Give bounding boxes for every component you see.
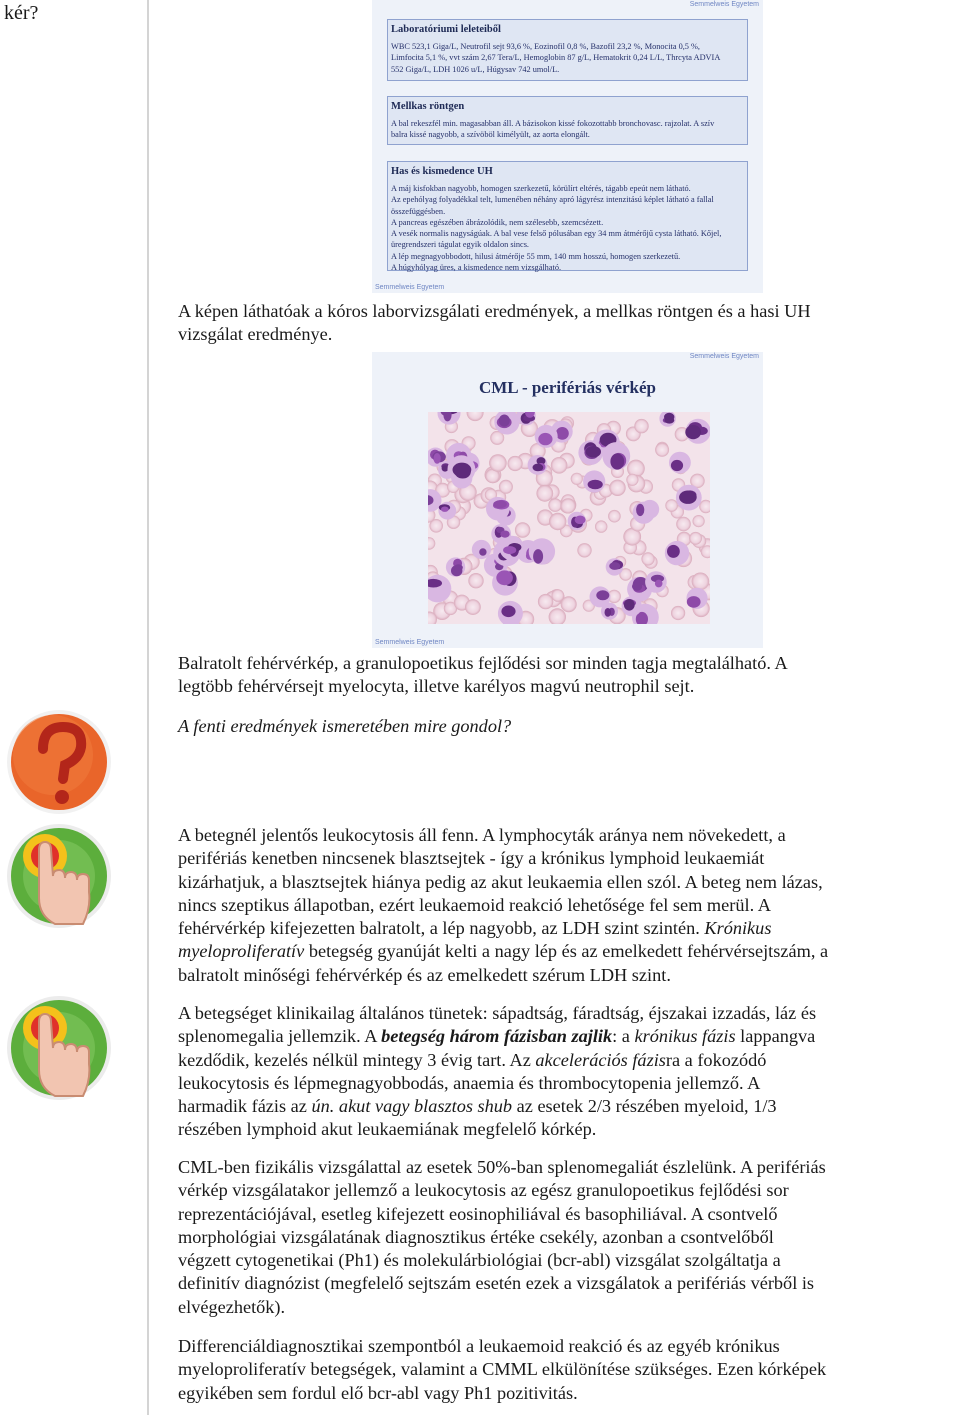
white-blood-cell [665, 541, 689, 565]
text-run: betegség három fázisban zajlik [381, 1026, 613, 1047]
paragraph-line [178, 1226, 958, 1249]
paragraph-line [178, 1179, 958, 1202]
red-blood-cell [609, 480, 625, 496]
text-run: myeloproliferatív betegségek, valamint a CMML elkülönítése szükséges. Ezen kórképek [178, 1359, 827, 1380]
question-mark-icon [3, 707, 115, 817]
text-run: egyikében sem fordul elő bcr-abl vagy Ph1 pozitivitás. [178, 1382, 578, 1403]
paragraph-line [178, 1156, 958, 1179]
text-run: részében lymphoid akut leukaemiának megfelelő kórkép. [178, 1119, 597, 1140]
white-blood-cell [590, 586, 611, 607]
caption-line: vizsgálat eredménye. [178, 324, 333, 345]
pointing-hand-button-icon [3, 992, 115, 1104]
red-blood-cell [676, 517, 691, 532]
paragraph-line [178, 847, 958, 870]
paragraph-line [178, 1296, 958, 1319]
red-blood-cell [552, 589, 565, 602]
red-blood-cell [665, 499, 678, 512]
white-blood-cell [669, 452, 691, 474]
red-blood-cell [571, 473, 583, 485]
chest-line: A bal rekeszfél min. magasabban áll. A bázisokon kissé fokozottabb bronchovasc. rajzolat. A szív [391, 119, 715, 128]
white-blood-cell [492, 570, 518, 596]
red-blood-cell [538, 594, 553, 609]
text-run: az esetek 2/3 részében myeloid, 1/3 [512, 1096, 777, 1117]
red-blood-cell [468, 573, 483, 588]
lab-results-slide [372, 0, 763, 293]
text-run: végzett cytogenetikai (Ph1) és molekulárbiológiai (bcr-abl) vizsgálat szolgáltatja a [178, 1250, 781, 1271]
paragraph-line [178, 1072, 958, 1095]
us-line: A húgyhólyag üres, a kismedence nem vizsgálható. [391, 263, 562, 273]
red-blood-cell [577, 543, 591, 557]
paragraph-line [178, 1025, 958, 1048]
paragraph-line [178, 824, 958, 847]
red-blood-cell [489, 454, 507, 472]
text-run: harmadik fázis az [178, 1096, 312, 1117]
red-blood-cell [536, 485, 553, 502]
text-run: balratolt minőségi fehérvérkép és az emelkedett szérum LDH szint. [178, 964, 671, 985]
text-run: definitív diagnózist (megfelelő sejtszám esetén ezek a vizsgálatok a perifériás vérből is [178, 1273, 815, 1294]
paragraph-line [178, 1272, 958, 1295]
slide-footer: Semmelweis Egyetem [375, 284, 445, 291]
paragraph-line [178, 964, 958, 987]
abdomen-us-box [387, 161, 748, 271]
paragraph-line [178, 1203, 958, 1226]
caption-line: A képen láthatóak a kóros laborvizsgálati eredmények, a mellkas röntgen és a hasi UH [178, 301, 811, 321]
red-blood-cell [671, 606, 685, 620]
white-blood-cell [448, 455, 476, 483]
red-blood-cell [549, 513, 566, 530]
us-line: összefüggésben. [391, 206, 446, 216]
text-run: Differenciáldiagnosztikai szempontból a leukaemoid reakció és az egyéb krónikus [178, 1336, 780, 1356]
white-blood-cell [622, 596, 642, 616]
text-run: leukocytosis és lépmegnagyobbodás, anaemia és thrombocytopenia jellemző. A [178, 1072, 761, 1093]
us-line: A pancreas egészében ábrázolódik, nem szélesebb, szemcsézett. [391, 217, 604, 227]
paragraph-line [178, 871, 958, 894]
red-blood-cell [508, 456, 523, 471]
red-blood-cell [641, 552, 654, 565]
text-run: krónikus fázis [634, 1026, 736, 1047]
paragraph-line [178, 894, 958, 917]
red-blood-cell [548, 498, 562, 512]
text-run: morphológiai vizsgálatának diagnosztikus értéke csekély, azonban a csontvelőből [178, 1226, 774, 1247]
cml-smear-slide [372, 352, 763, 648]
paragraph-line [178, 1118, 958, 1141]
white-blood-cell [686, 588, 707, 609]
caption-line: Balratolt fehérvérkép, a granulopoetikus fejlődési sor minden tagja megtalálható. A [178, 653, 788, 673]
text-run: : a [612, 1026, 635, 1047]
slide-brand: Semmelweis Egyetem [689, 1, 759, 8]
white-blood-cell [676, 485, 702, 511]
answer-paragraph [178, 1335, 958, 1405]
top-word: kér? [4, 2, 39, 24]
chest-xray-text [391, 118, 744, 141]
caption-smear [178, 652, 958, 699]
paragraph-line [178, 1049, 958, 1072]
blood-smear-micrograph [428, 412, 710, 624]
lab-line: Limfocita 5,1 %, vvt szám 2,67 Tera/L, Hemoglobin 87 g/L, Hematokrit 0,24 L/L, Thrcyta ADVIA [391, 53, 721, 63]
paragraph-line [178, 1382, 958, 1405]
red-blood-cell [626, 474, 638, 486]
text-run: elvégezhetők). [178, 1296, 286, 1317]
red-blood-cell [515, 522, 530, 537]
slide-footer: Semmelweis Egyetem [375, 639, 445, 646]
text-run: kezdődik, kezelés nélkül mintegy 3 évig tart. Az [178, 1049, 536, 1070]
slide-title: CML - perifériás vérkép [478, 378, 657, 397]
paragraph-line [178, 940, 958, 963]
question-text: A fenti eredmények ismeretében mire gondol? [178, 716, 512, 736]
chest-line: balra kissé nagyobb, a szívöböl kimélyült, az aorta elongált. [391, 130, 590, 140]
white-blood-cell [486, 497, 510, 521]
text-run: ún. akut vagy blasztos shub [311, 1096, 513, 1117]
lab-findings-title: Laboratóriumi leleteiből [391, 24, 501, 35]
red-blood-cell [692, 573, 710, 591]
paragraph-line [178, 1335, 958, 1358]
white-blood-cell [568, 512, 586, 530]
paragraph-line [178, 917, 958, 940]
answer-paragraph [178, 1156, 958, 1319]
us-line: üregrendszeri tágulat egyik oldalon sincs. [391, 240, 530, 250]
text-run: CML-ben fizikális vizsgálattal az esetek 50%-ban splenomegaliát észlelünk. A perifériás [178, 1157, 826, 1177]
white-blood-cell [472, 540, 491, 559]
answer-paragraph [178, 1002, 958, 1142]
red-blood-cell [608, 510, 621, 523]
red-blood-cell [561, 498, 576, 513]
left-divider [147, 0, 149, 1415]
lab-findings-box [387, 19, 748, 81]
white-blood-cell [606, 558, 623, 575]
red-blood-cell [551, 457, 568, 474]
red-blood-cell [634, 419, 648, 433]
text-run: myeloproliferatív [178, 941, 305, 962]
white-blood-cell [438, 502, 456, 520]
paragraph-line [178, 1358, 958, 1381]
text-run: ra a fokozódó [665, 1049, 767, 1070]
white-blood-cell [645, 571, 667, 593]
us-line: A lép megnagyobbodott, hilusi átmérője 55 mm, 140 mm hosszú, homogen szerkezetű. [391, 251, 681, 261]
lab-findings-text [391, 41, 744, 75]
text-run: A betegnél jelentős leukocytosis áll fenn. A lymphocyták aránya nem növekedett, a [178, 825, 786, 845]
white-blood-cell [583, 470, 605, 492]
us-line: Az epehólyag folyadékkal telt, lumenében néhány apró lágyrész intenzitású képlet látható a fallal [391, 195, 714, 205]
answer-paragraph [178, 824, 958, 987]
paragraph-line [178, 1095, 958, 1118]
caption-lab [178, 300, 958, 347]
white-blood-cell [535, 425, 558, 448]
text-run: lappangva [735, 1026, 816, 1047]
abdomen-us-title: Has és kismedence UH [391, 166, 493, 177]
red-blood-cell [693, 515, 705, 527]
text-run: akcelerációs fázis [535, 1049, 666, 1070]
white-blood-cell [529, 538, 555, 564]
red-blood-cell [689, 532, 702, 545]
white-blood-cell [446, 557, 465, 576]
lab-line: WBC 523,1 Giga/L, Neutrofil sejt 93,6 %, Eozinofil 0,8 %, Bazofil 23,2 %, Monocita 0,5 %, [391, 42, 701, 51]
chest-xray-box [387, 96, 748, 145]
text-run: kizárhatjuk, a blasztsejtek hiánya pedig az akut leukaemia ellen szól. A beteg nem lázas, [178, 871, 823, 892]
white-blood-cell [491, 524, 511, 544]
paragraph-line [178, 1249, 958, 1272]
us-line: A vesék normalis nagyságúak. A bal vese felső pólusában egy 34 mm átmérőjű cysta látható. Kőjel, [391, 229, 722, 239]
slide-brand: Semmelweis Egyetem [689, 353, 759, 360]
white-blood-cell [578, 440, 603, 465]
text-run: perifériás kenetben nincsenek blasztsejtek - így a krónikus lymphoid leukaemiát [178, 848, 765, 869]
lab-line: 552 Giga/L, LDH 1026 u/L, Húgysav 742 umol/L. [391, 64, 560, 74]
pointing-hand-button-icon [3, 820, 115, 932]
text-run: reprezentációjával, esetleg kifejezett eosinophiliával és basophiliával. A csontvelő [178, 1203, 778, 1224]
white-blood-cell [528, 455, 548, 475]
red-blood-cell [499, 480, 513, 494]
red-blood-cell [655, 443, 669, 457]
text-run: betegség gyanúját kelti a nagy lép és az emelkedett fehérvérsejtszám, a [304, 941, 829, 962]
red-blood-cell [465, 599, 481, 615]
abdomen-us-text [391, 183, 744, 273]
text-run: nincs szeptikus állapotban, ezért leukaemoid reakció lehetősége fel sem merül. A [178, 894, 771, 915]
paragraph-line [178, 1002, 958, 1025]
text-run: splenomegalia jellemzik. A [178, 1026, 382, 1047]
text-run: vérkép vizsgálatakor jellemző a leukocytosis az egész granulopoetikus fejlődési sor [178, 1180, 789, 1201]
white-blood-cell [602, 442, 630, 470]
text-run: A betegséget klinikailag általános tünetek: sápadtság, fáradtság, éjszakai izzadás, láz és [178, 1003, 817, 1023]
red-blood-cell [595, 520, 607, 532]
text-run: fehérvérkép kifejezetten balratolt, a lép nagyobb, az LDH szint szintén. [178, 918, 705, 939]
caption-line: legtöbb fehérvérsejt myelocyta, illetve karélyos magvú neutrophil sejt. [178, 676, 695, 697]
text-run: Krónikus [704, 918, 772, 939]
white-blood-cell [633, 502, 655, 524]
chest-xray-title: Mellkas röntgen [391, 101, 465, 112]
us-line: A máj kisfokban nagyobb, homogen szerkezetű, körülírt eltérés, tágabb epeút nem látható. [391, 184, 691, 193]
